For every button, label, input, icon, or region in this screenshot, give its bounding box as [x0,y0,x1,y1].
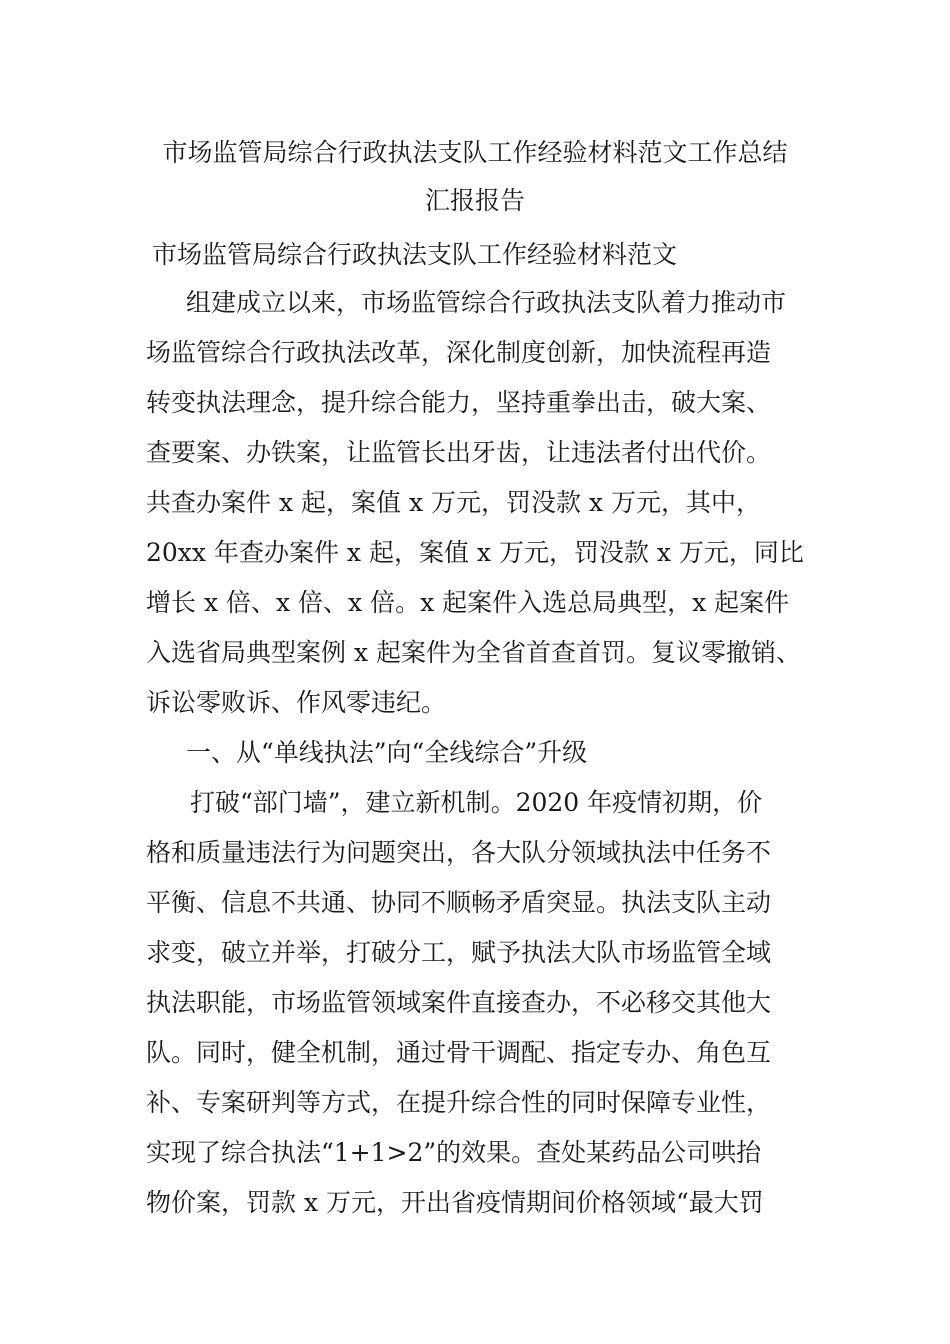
body-line: 入选省局典型案例 x 起案件为全省首查首罚。复议零撤销、 [146,638,801,667]
body-line: 转变执法理念，提升综合能力，坚持重拳出击，破大案、 [146,388,772,417]
body-line: 增长 x 倍、x 倍、x 倍。x 起案件入选总局典型，x 起案件 [146,588,790,617]
body-line: 求变，破立并举，打破分工，赋予执法大队市场监管全域 [146,938,772,967]
body-line: 诉讼零败诉、作风零违纪。 [146,688,447,717]
document-title-line-1: 市场监管局综合行政执法支队工作经验材料范文工作总结 [162,138,788,167]
body-line: 组建成立以来，市场监管综合行政执法支队着力推动市 [186,288,787,317]
body-line: 执法职能，市场监管领域案件直接查办，不必移交其他大 [146,988,772,1017]
body-line: 20xx 年查办案件 x 起，案值 x 万元，罚没款 x 万元，同比 [146,538,804,567]
body-line: 查要案、办铁案，让监管长出牙齿，让违法者付出代价。 [146,438,772,467]
body-line: 补、专案研判等方式，在提升综合性的同时保障专业性， [146,1088,772,1117]
subtitle-line: 市场监管局综合行政执法支队工作经验材料范文 [152,240,678,269]
body-line: 打破“部门墙”，建立新机制。2020 年疫情初期，价 [190,788,763,817]
document-title-line-2: 汇报报告 [424,186,525,215]
body-line: 物价案，罚款 x 万元，开出省疫情期间价格领域“最大罚 [146,1188,764,1217]
body-line: 场监管综合行政执法改革，深化制度创新，加快流程再造 [146,338,772,367]
body-line: 队。同时，健全机制，通过骨干调配、指定专办、角色互 [146,1038,772,1067]
body-line: 平衡、信息不共通、协同不顺畅矛盾突显。执法支队主动 [146,888,772,917]
body-line: 实现了综合执法“1+1>2”的效果。查处某药品公司哄抬 [146,1138,762,1167]
section-heading: 一、从“单线执法”向“全线综合”升级 [186,738,588,767]
body-line: 共查办案件 x 起，案值 x 万元，罚没款 x 万元，其中， [146,488,761,517]
body-line: 格和质量违法行为问题突出，各大队分领域执法中任务不 [146,838,772,867]
